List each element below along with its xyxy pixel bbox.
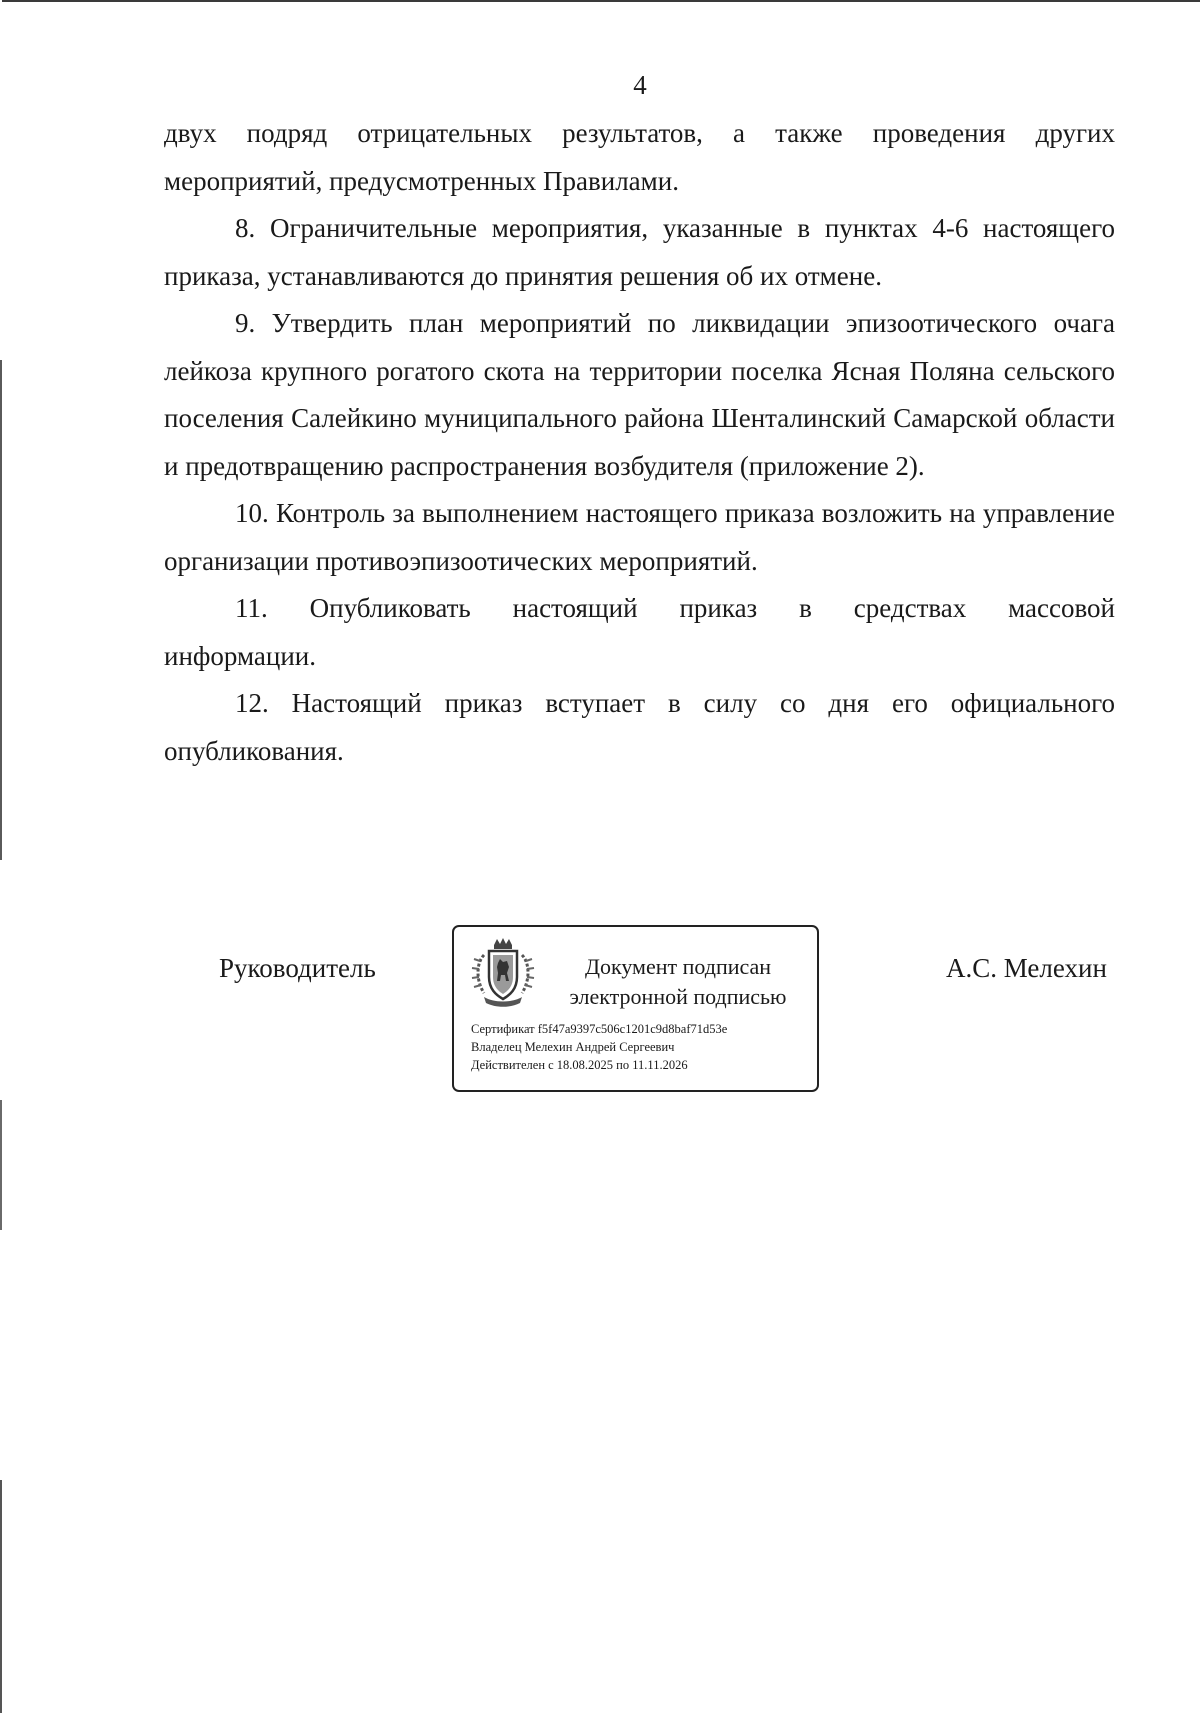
scan-edge-left	[0, 0, 2, 1713]
stamp-certificate: Сертификат f5f47a9397c506c1201c9d8baf71d53e	[471, 1022, 728, 1036]
coat-of-arms-icon	[470, 937, 536, 1009]
document-body	[164, 110, 1115, 775]
stamp-title	[550, 952, 806, 1012]
signer-name: А.С. Мелехин	[946, 953, 1107, 983]
paragraph-item-10: 10. Контроль за выполнением настоящего приказа возложить на управление организации противоэпизоотических мероприятий.	[164, 498, 1115, 576]
paragraph-item-11-line1: 11. Опубликовать настоящий приказ в средствах массовой	[235, 593, 1115, 623]
stamp-title-line1: Документ подписан	[584, 954, 772, 979]
stamp-validity: Действителен с 18.08.2025 по 11.11.2026	[471, 1058, 688, 1072]
scan-edge-top	[0, 0, 1200, 2]
paragraph-item-9: 9. Утвердить план мероприятий по ликвидации эпизоотического очага лейкоза крупного рогатого скота на территории поселка Ясная Поляна сельского поселения Салейкино муниципального района Шенталинский Самарской области и предотвращению распространения возбудителя (приложение 2).	[164, 308, 1115, 481]
paragraph-item-11-line2: информации.	[164, 640, 316, 671]
stamp-title-line2: электронной подписью	[569, 984, 787, 1009]
stamp-details	[471, 1020, 727, 1074]
page-number: 4	[633, 70, 647, 100]
paragraph-continuation: двух подряд отрицательных результатов, а также проведения других мероприятий, предусмотренных Правилами.	[164, 118, 1115, 196]
signature-block	[0, 925, 1200, 1095]
stamp-owner: Владелец Мелехин Андрей Сергеевич	[471, 1040, 675, 1054]
paragraph-item-12: 12. Настоящий приказ вступает в силу со дня его официального опубликования.	[164, 688, 1115, 766]
signer-position: Руководитель	[219, 953, 376, 983]
electronic-signature-stamp	[452, 925, 819, 1092]
paragraph-item-8: 8. Ограничительные мероприятия, указанные в пунктах 4-6 настоящего приказа, устанавливаются до принятия решения об их отмене.	[164, 213, 1115, 291]
